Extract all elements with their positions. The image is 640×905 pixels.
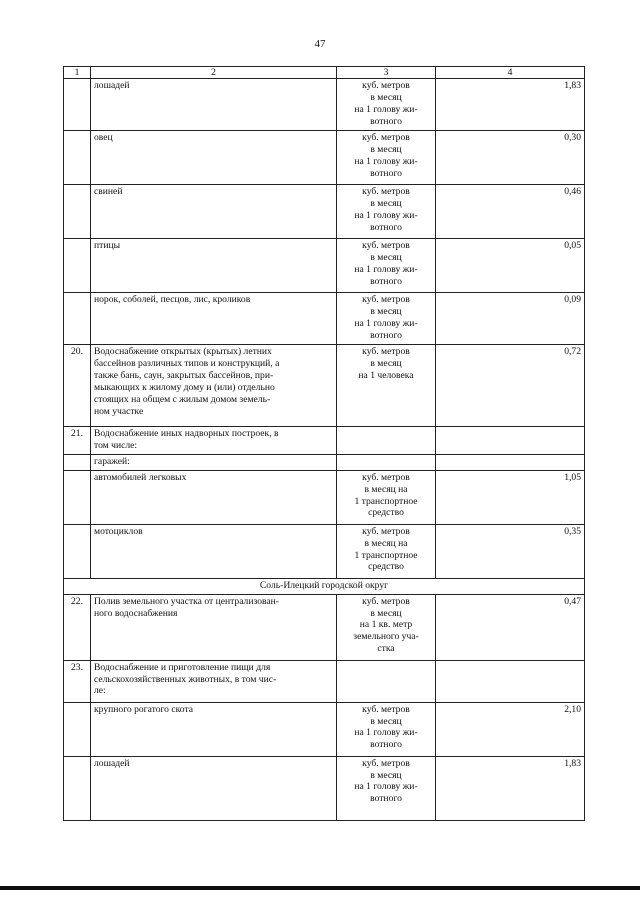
row-number [64, 470, 91, 524]
table-row [64, 131, 585, 185]
row-unit [337, 454, 436, 470]
row-name: овец [91, 131, 337, 185]
table-row [64, 470, 585, 524]
row-unit: куб. метров в месяц на 1 транспортное средство [337, 470, 436, 524]
row-unit: куб. метров в месяц на 1 кв. метр земельного уча- стка [337, 594, 436, 660]
table-row [64, 702, 585, 756]
row-name: крупного рогатого скота [91, 702, 337, 756]
row-unit: куб. метров в месяц на 1 голову жи- вотного [337, 756, 436, 820]
row-value: 1,83 [436, 756, 585, 820]
row-name: мотоциклов [91, 524, 337, 578]
row-number [64, 756, 91, 820]
row-number [64, 524, 91, 578]
row-number: 21. [64, 427, 91, 455]
row-unit: куб. метров в месяц на 1 голову жи- вотного [337, 185, 436, 239]
header-col-4: 4 [436, 67, 585, 79]
row-unit: куб. метров в месяц на 1 транспортное средство [337, 524, 436, 578]
header-col-3: 3 [337, 67, 436, 79]
page-bottom-rule [0, 886, 640, 890]
header-col-1: 1 [64, 67, 91, 79]
table-row [64, 660, 585, 702]
row-value: 1,83 [436, 79, 585, 131]
row-name: норок, соболей, песцов, лис, кроликов [91, 293, 337, 345]
section-row [64, 578, 585, 594]
row-value: 0,46 [436, 185, 585, 239]
row-name: свиней [91, 185, 337, 239]
row-unit: куб. метров в месяц на 1 человека [337, 345, 436, 427]
row-name: лошадей [91, 79, 337, 131]
table-header-row [64, 67, 585, 79]
row-number [64, 454, 91, 470]
row-number [64, 239, 91, 293]
page-number: 47 [314, 38, 326, 50]
row-unit [337, 427, 436, 455]
table-row [64, 594, 585, 660]
table-row [64, 756, 585, 820]
row-unit: куб. метров в месяц на 1 голову жи- вотного [337, 79, 436, 131]
row-name: Полив земельного участка от централизован- ного водоснабжения [91, 594, 337, 660]
row-value [436, 660, 585, 702]
row-name: лошадей [91, 756, 337, 820]
row-number [64, 293, 91, 345]
row-value: 0,09 [436, 293, 585, 345]
row-unit: куб. метров в месяц на 1 голову жи- вотного [337, 131, 436, 185]
row-value: 0,47 [436, 594, 585, 660]
table-row [64, 427, 585, 455]
header-col-2: 2 [91, 67, 337, 79]
row-unit: куб. метров в месяц на 1 голову жи- вотного [337, 293, 436, 345]
row-name: Водоснабжение и приготовление пищи для сельскохозяйственных животных, в том чис- ле: [91, 660, 337, 702]
norms-table [63, 66, 585, 821]
row-value: 0,30 [436, 131, 585, 185]
row-name: автомобилей легковых [91, 470, 337, 524]
row-value [436, 454, 585, 470]
row-value: 0,35 [436, 524, 585, 578]
row-number [64, 131, 91, 185]
row-number: 22. [64, 594, 91, 660]
row-number [64, 79, 91, 131]
row-unit [337, 660, 436, 702]
row-number [64, 185, 91, 239]
row-value: 0,05 [436, 239, 585, 293]
row-unit: куб. метров в месяц на 1 голову жи- вотного [337, 702, 436, 756]
row-value: 0,72 [436, 345, 585, 427]
row-name: Водоснабжение открытых (крытых) летних бассейнов различных типов и конструкций, а также бань, саун, закрытых бассейнов, при- мыкающих к жилому дому и (или) отдельно стоящих на общем с жилым домом земель- ном участке [91, 345, 337, 427]
row-name: гаражей: [91, 454, 337, 470]
table-row [64, 454, 585, 470]
row-value: 2,10 [436, 702, 585, 756]
section-title: Соль-Илецкий городской округ [64, 578, 585, 594]
row-name: Водоснабжение иных надворных построек, в том числе: [91, 427, 337, 455]
row-number [64, 702, 91, 756]
table-row [64, 524, 585, 578]
table-row [64, 293, 585, 345]
table-row [64, 185, 585, 239]
table-row [64, 239, 585, 293]
row-value [436, 427, 585, 455]
row-name: птицы [91, 239, 337, 293]
row-number: 23. [64, 660, 91, 702]
table-row [64, 79, 585, 131]
row-value: 1,05 [436, 470, 585, 524]
table-row [64, 345, 585, 427]
row-unit: куб. метров в месяц на 1 голову жи- вотного [337, 239, 436, 293]
row-number: 20. [64, 345, 91, 427]
